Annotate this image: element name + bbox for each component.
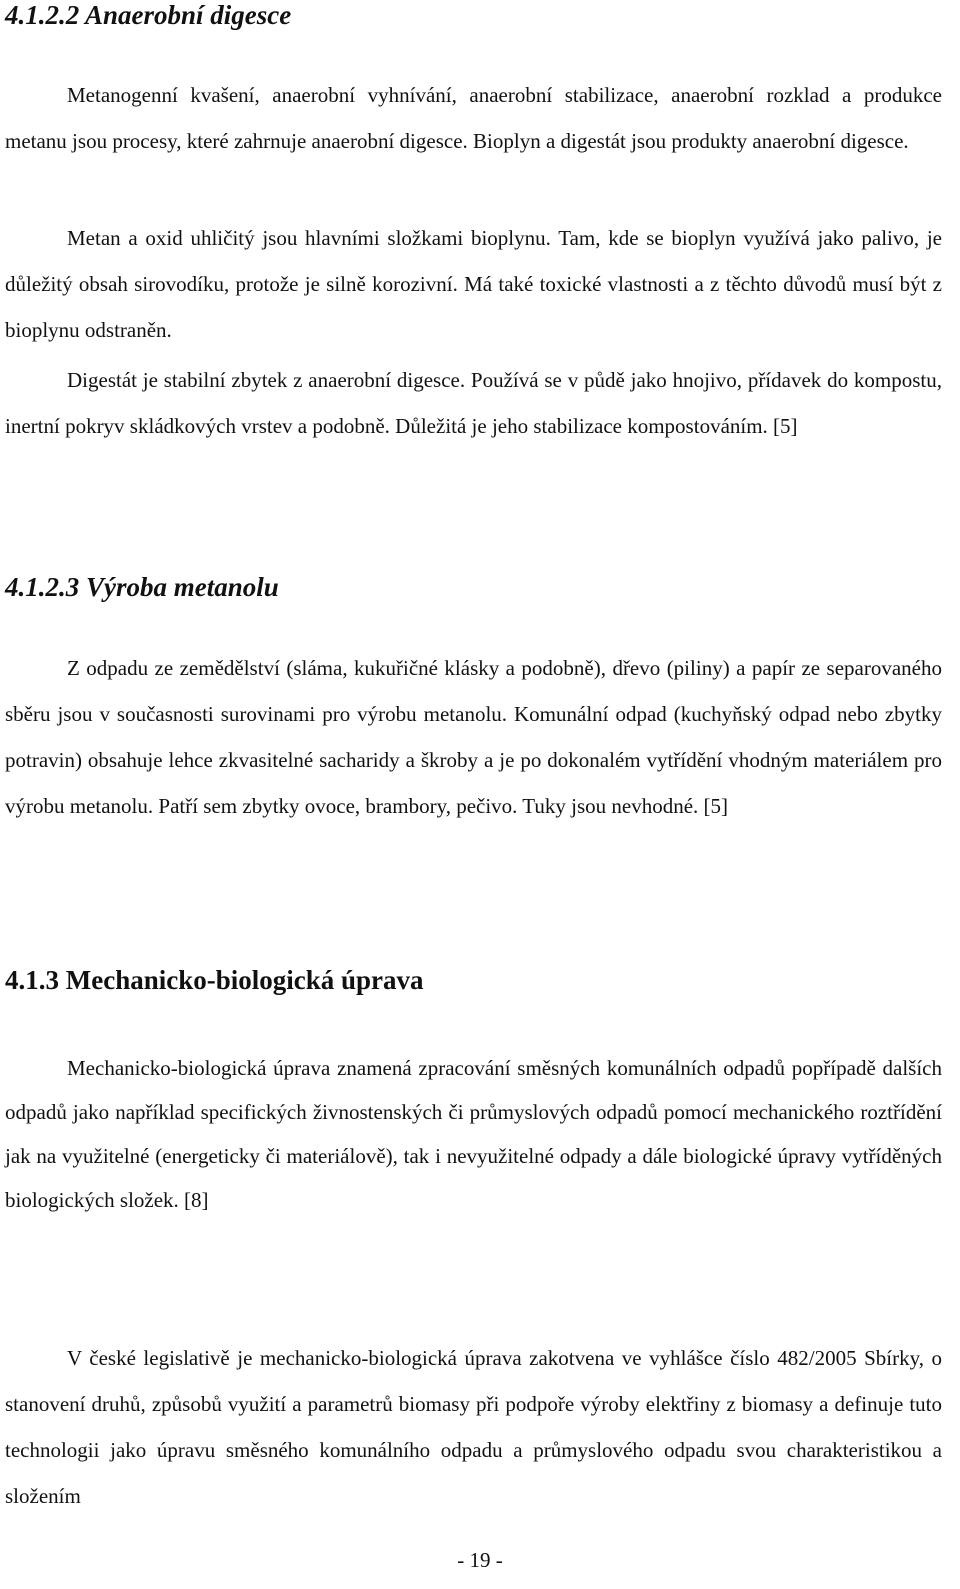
paragraph: Metanogenní kvašení, anaerobní vyhnívání, anaerobní stabilizace, anaerobní rozklad a produkce metanu jsou procesy, které zahrnuje anaerobní digesce. Bioplyn a digestát jsou produkty anaerobní digesce. bbox=[5, 83, 942, 153]
page-number: - 19 - bbox=[457, 1548, 503, 1572]
paragraph: V české legislativě je mechanicko-biologická úprava zakotvena ve vyhlášce číslo 482/2005 Sbírky, o stanovení druhů, způsobů využití a parametrů biomasy při podpoře výroby elektřiny z biomasy a definuje tuto technologii jako úpravu směsného komunálního odpadu a průmyslového odpadu svou charakteristikou a složením bbox=[5, 1346, 942, 1508]
section-heading-anaerobni-digesce: 4.1.2.2 Anaerobní digesce bbox=[5, 0, 292, 30]
section-heading-vyroba-metanolu: 4.1.2.3 Výroba metanolu bbox=[5, 572, 279, 602]
paragraph: Metan a oxid uhličitý jsou hlavními složkami bioplynu. Tam, kde se bioplyn využívá jako palivo, je důležitý obsah sirovodíku, protože je silně korozivní. Má také toxické vlastnosti a z těchto důvodů musí být z bioplynu odstraněn. bbox=[5, 226, 942, 342]
section-heading-mechanicko-biologicka-uprava: 4.1.3 Mechanicko-biologická úprava bbox=[5, 965, 424, 995]
paragraph: Z odpadu ze zemědělství (sláma, kukuřičné klásky a podobně), dřevo (piliny) a papír ze separovaného sběru jsou v současnosti surovinami pro výrobu metanolu. Komunální odpad (kuchyňský odpad nebo zbytky potravin) obsahuje lehce zkvasitelné sacharidy a škroby a je po dokonalém vytřídění vhodným materiálem pro výrobu metanolu. Patří sem zbytky ovoce, brambory, pečivo. Tuky jsou nevhodné. [5] bbox=[5, 656, 942, 818]
paragraph: Digestát je stabilní zbytek z anaerobní digesce. Používá se v půdě jako hnojivo, přídavek do kompostu, inertní pokryv skládkových vrstev a podobně. Důležitá je jeho stabilizace kompostováním. [5] bbox=[5, 368, 942, 438]
paragraph: Mechanicko-biologická úprava znamená zpracování směsných komunálních odpadů popřípadě dalších odpadů jako například specifických živnostenských či průmyslových odpadů pomocí mechanického roztřídění jak na využitelné (energeticky či materiálově), tak i nevyužitelné odpady a dále biologické úpravy vytříděných biologických složek. [8] bbox=[5, 1056, 942, 1212]
